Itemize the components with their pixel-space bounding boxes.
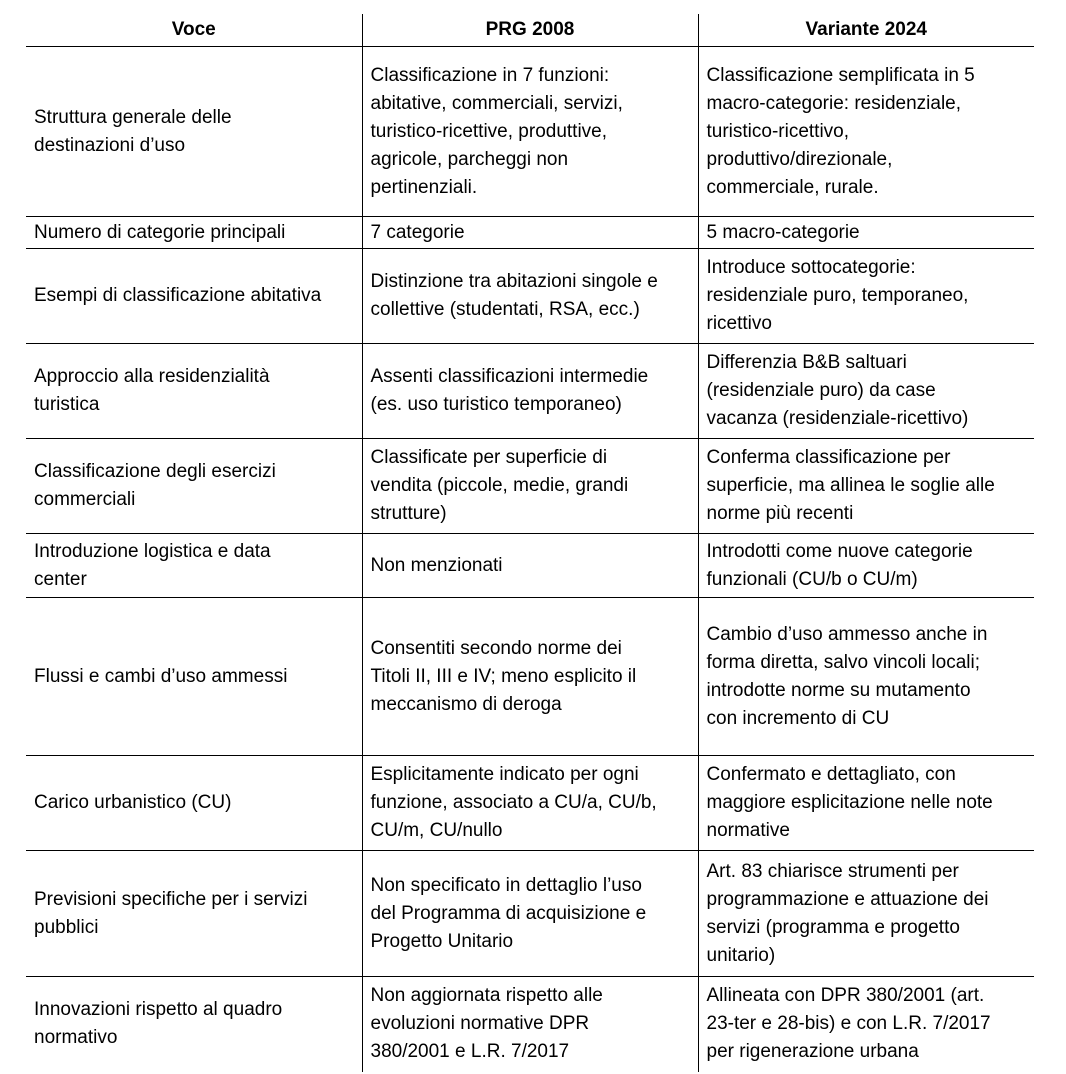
cell-variante-2024: Allineata con DPR 380/2001 (art. 23-ter e 28-bis) e con L.R. 7/2017 per rigenerazione urbana (698, 977, 1034, 1072)
table-row (26, 344, 1034, 439)
cell-variante-2024: 5 macro-categorie (698, 217, 1034, 249)
cell-voce: Esempi di classificazione abitativa (26, 249, 362, 344)
cell-prg-2008: Consentiti secondo norme dei Titoli II, III e IV; meno esplicito il meccanismo di deroga (362, 598, 698, 756)
header-voce: Voce (26, 14, 362, 47)
cell-prg-2008: Assenti classificazioni intermedie (es. uso turistico temporaneo) (362, 344, 698, 439)
cell-voce: Previsioni specifiche per i servizi pubblici (26, 851, 362, 977)
cell-prg-2008: Non aggiornata rispetto alle evoluzioni normative DPR 380/2001 e L.R. 7/2017 (362, 977, 698, 1072)
cell-voce: Struttura generale delle destinazioni d’uso (26, 47, 362, 217)
cell-prg-2008: Classificate per superficie di vendita (piccole, medie, grandi strutture) (362, 439, 698, 534)
table-row (26, 756, 1034, 851)
cell-prg-2008: Classificazione in 7 funzioni: abitative, commerciali, servizi, turistico-ricettive, produttive, agricole, parcheggi non pertinenziali. (362, 47, 698, 217)
cell-prg-2008: Non menzionati (362, 534, 698, 598)
header-prg-2008: PRG 2008 (362, 14, 698, 47)
header-variante-2024: Variante 2024 (698, 14, 1034, 47)
cell-variante-2024: Confermato e dettagliato, con maggiore esplicitazione nelle note normative (698, 756, 1034, 851)
table-row (26, 534, 1034, 598)
table-row (26, 47, 1034, 217)
table-row (26, 439, 1034, 534)
cell-voce: Approccio alla residenzialità turistica (26, 344, 362, 439)
cell-variante-2024: Cambio d’uso ammesso anche in forma diretta, salvo vincoli locali; introdotte norme su mutamento con incremento di CU (698, 598, 1034, 756)
cell-variante-2024: Conferma classificazione per superficie, ma allinea le soglie alle norme più recenti (698, 439, 1034, 534)
cell-prg-2008: Esplicitamente indicato per ogni funzione, associato a CU/a, CU/b, CU/m, CU/nullo (362, 756, 698, 851)
table-row (26, 217, 1034, 249)
cell-voce: Numero di categorie principali (26, 217, 362, 249)
comparison-table (26, 14, 1034, 1072)
cell-variante-2024: Introduce sottocategorie: residenziale puro, temporaneo, ricettivo (698, 249, 1034, 344)
cell-variante-2024: Classificazione semplificata in 5 macro-categorie: residenziale, turistico-ricettivo, produttivo/direzionale, commerciale, rurale. (698, 47, 1034, 217)
cell-variante-2024: Differenzia B&B saltuari (residenziale puro) da case vacanza (residenziale-ricettivo) (698, 344, 1034, 439)
cell-prg-2008: 7 categorie (362, 217, 698, 249)
cell-prg-2008: Non specificato in dettaglio l’uso del Programma di acquisizione e Progetto Unitario (362, 851, 698, 977)
cell-variante-2024: Introdotti come nuove categorie funzionali (CU/b o CU/m) (698, 534, 1034, 598)
cell-prg-2008: Distinzione tra abitazioni singole e collettive (studentati, RSA, ecc.) (362, 249, 698, 344)
comparison-table-wrapper (26, 14, 1034, 1072)
cell-voce: Carico urbanistico (CU) (26, 756, 362, 851)
header-row (26, 14, 1034, 47)
cell-voce: Innovazioni rispetto al quadro normativo (34, 999, 283, 1049)
cell-voce: Flussi e cambi d’uso ammessi (26, 598, 362, 756)
cell-voce: Introduzione logistica e data center (26, 534, 362, 598)
table-row (26, 851, 1034, 977)
table-row (26, 598, 1034, 756)
cell-variante-2024: Art. 83 chiarisce strumenti per programmazione e attuazione dei servizi (programma e progetto unitario) (698, 851, 1034, 977)
table-row (26, 249, 1034, 344)
table-row (26, 977, 1034, 1072)
cell-voce: Classificazione degli esercizi commerciali (26, 439, 362, 534)
